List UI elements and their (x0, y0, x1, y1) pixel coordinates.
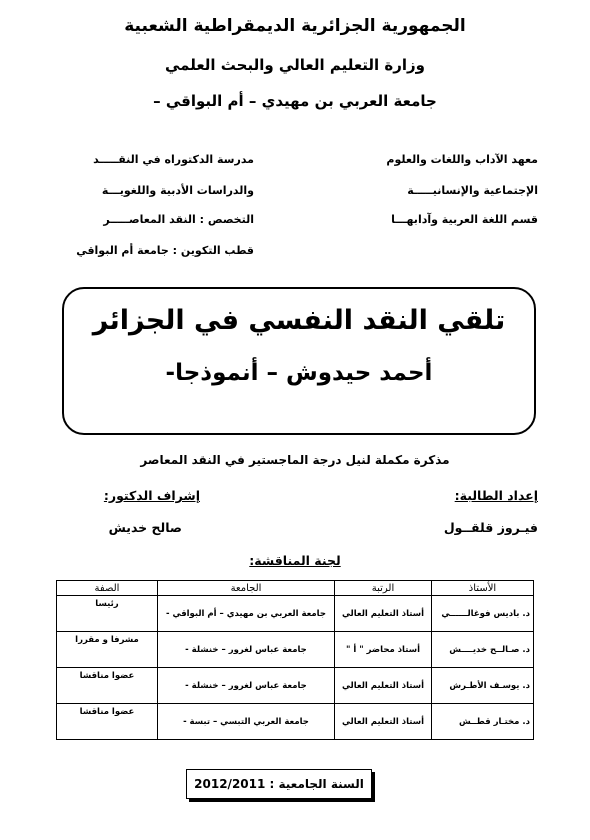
table-row (57, 596, 534, 632)
university-heading: جامعة العربي بن مهيدي – أم البواقي – (153, 92, 437, 110)
department-line: قسم اللغة العربية وآدابهـــا (391, 213, 538, 226)
professor-cell: د. صـالــح خديــــش (432, 632, 534, 668)
prepared-by-label: إعداد الطالبة: (454, 488, 538, 503)
table-row (57, 632, 534, 668)
doctoral-school-line-1: مدرسة الدكتوراه في النقـــــد (93, 153, 254, 166)
jury-table (56, 580, 534, 740)
university-cell: جامعة العربي بن مهيدي – أم البواقي - (158, 596, 335, 632)
role-cell: مشرفا و مقررا (57, 632, 158, 668)
role-cell: عضوا مناقشا (57, 704, 158, 740)
table-row (57, 668, 534, 704)
specialty-line: التخصص : النقد المعاصـــــر (103, 213, 254, 226)
institute-line-2: الإجتماعية والإنسانيـــــة (407, 184, 538, 197)
university-cell: جامعة عباس لغرور – خنشلة - (158, 668, 335, 704)
institute-line-1: معهد الآداب واللغات والعلوم (386, 153, 538, 166)
memo-description: مذكرة مكملة لنيل درجة الماجستير في النقد المعاصر (140, 453, 450, 467)
professor-cell: د. باديس فوغالــــــي (432, 596, 534, 632)
doctoral-school-line-2: والدراسات الأدبية واللغويـــة (101, 184, 254, 197)
header-university: الجامعة (158, 581, 335, 596)
rank-cell: أستاذ التعليم العالي (335, 596, 432, 632)
header-rank: الرتبة (335, 581, 432, 596)
university-cell: جامعة العربي التبسي – تبسة - (158, 704, 335, 740)
professor-cell: د. يوسـف الأطـرش (432, 668, 534, 704)
thesis-subtitle: أحمد حيدوش – أنموذجا- (165, 360, 433, 386)
supervisor-name: صالح خديش (108, 520, 182, 535)
student-name: فيـروز قلقــول (443, 520, 538, 535)
supervisor-label: إشراف الدكتور: (103, 488, 200, 503)
role-cell: رئيسا (57, 596, 158, 632)
ministry-heading: وزارة التعليم العالي والبحث العلمي (164, 56, 426, 74)
committee-title: لجنة المناقشة: (249, 553, 341, 568)
rank-cell: أستاذ محاضر " أ " (335, 632, 432, 668)
rank-cell: أستاذ التعليم العالي (335, 668, 432, 704)
academic-year-box: السنة الجامعية : 2012/2011 (186, 769, 372, 799)
header-professor: الأستاذ (432, 581, 534, 596)
header-role: الصفة (57, 581, 158, 596)
training-pole-line: قطب التكوين : جامعة أم البواقي (76, 244, 254, 257)
thesis-title: تلقي النقد النفسي في الجزائر (92, 305, 506, 336)
university-cell: جامعة عباس لغرور – خنشلة - (158, 632, 335, 668)
rank-cell: أستاذ التعليم العالي (335, 704, 432, 740)
republic-heading: الجمهورية الجزائرية الديمقراطية الشعبية (124, 16, 466, 36)
table-row (57, 704, 534, 740)
role-cell: عضوا مناقشا (57, 668, 158, 704)
table-header-row (57, 581, 534, 596)
professor-cell: د. مختـار قطــش (432, 704, 534, 740)
